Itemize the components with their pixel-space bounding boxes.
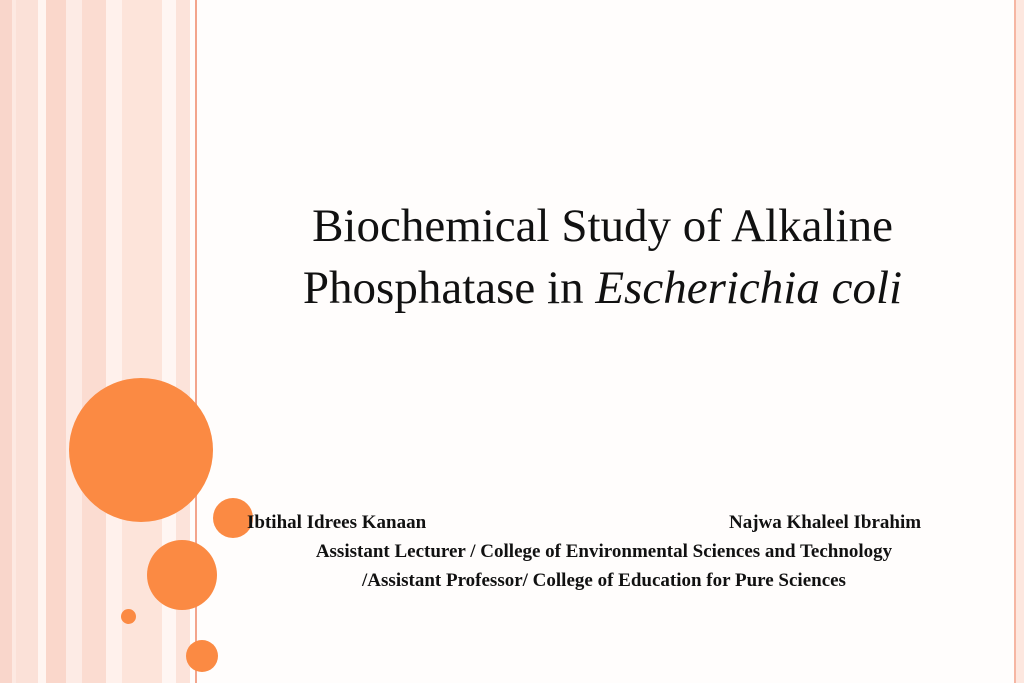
- decor-circle: [121, 609, 136, 624]
- author-left: Ibtihal Idrees Kanaan: [247, 512, 427, 533]
- author-right: Najwa Khaleel Ibrahim: [729, 512, 922, 533]
- affiliation-line-2: /Assistant Professor/ College of Education for Pure Sciences: [362, 570, 846, 591]
- slide-title: [230, 195, 975, 319]
- decor-circle: [186, 640, 218, 672]
- decor-circle: [69, 378, 213, 522]
- title-line-1: Biochemical Study of Alkaline: [312, 200, 893, 252]
- title-species-name: Escherichia coli: [595, 262, 903, 314]
- affiliation-line-1: Assistant Lecturer / College of Environmental Sciences and Technology: [315, 541, 893, 562]
- title-line-2: [230, 257, 975, 319]
- title-line-2-prefix: Phosphatase in: [302, 262, 596, 314]
